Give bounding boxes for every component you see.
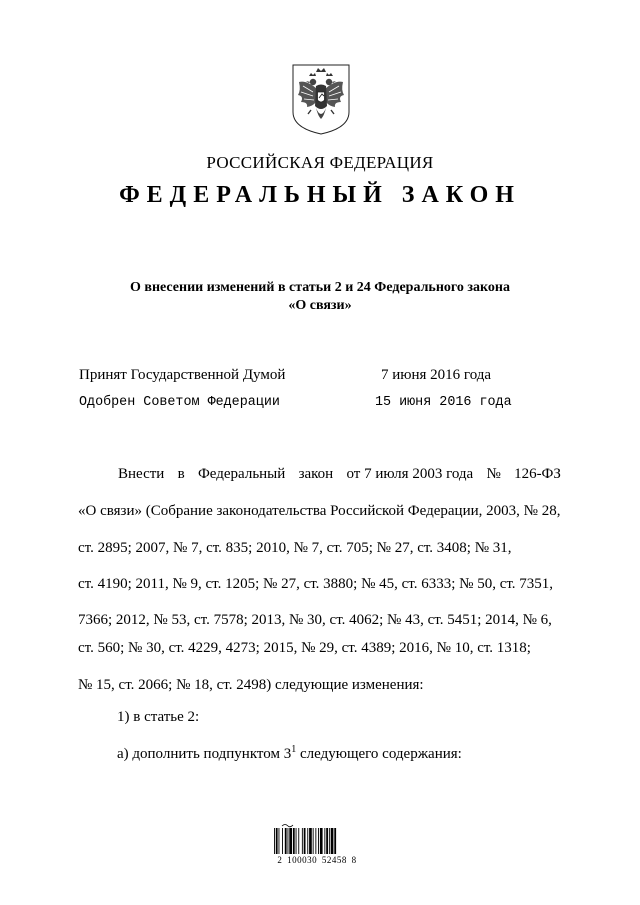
council-approval-label: Одобрен Советом Федерации	[79, 395, 280, 410]
body-word: от 7 июля 2003 года	[346, 466, 474, 482]
list-item-a-text: а) дополнить подпунктом 3	[117, 746, 292, 762]
body-line	[78, 576, 561, 593]
body-word: закон	[298, 466, 334, 482]
list-item-1: 1) в статье 2:	[117, 709, 200, 725]
body-line	[78, 540, 561, 557]
body-word: 126-ФЗ	[514, 466, 561, 482]
body-text: № 15, ст. 2066; № 18, ст. 2498) следующие изменения:	[78, 677, 424, 693]
body-text: ст. 4190; 2011, № 9, ст. 1205; № 27, ст. 3880; № 45, ст. 6333; № 50, ст. 7351,	[78, 576, 554, 592]
law-subject	[60, 279, 580, 315]
body-text: «О связи» (Собрание законодательства Российской Федерации, 2003, № 28,	[78, 503, 561, 519]
body-line	[118, 466, 561, 483]
body-text: ст. 560; № 30, ст. 4229, 4273; 2015, № 29, ст. 4389; 2016, № 10, ст. 1318;	[78, 640, 531, 656]
body-word: Внести	[118, 466, 165, 482]
barcode-icon	[272, 822, 362, 856]
barcode-number: 2 100030 52458 8	[277, 855, 357, 865]
duma-adoption-label: Принят Государственной Думой	[79, 367, 286, 383]
duma-adoption-date: 7 июня 2016 года	[381, 367, 492, 383]
body-text: ст. 2895; 2007, № 7, ст. 835; 2010, № 7, ст. 705; № 27, ст. 3408; № 31,	[78, 540, 512, 556]
country-title: РОССИЙСКАЯ ФЕДЕРАЦИЯ	[206, 153, 434, 172]
body-word: Федеральный	[197, 466, 286, 482]
body-line	[78, 503, 561, 520]
list-item-a-text: следующего содержания:	[296, 746, 462, 762]
body-line	[78, 677, 561, 694]
body-word: в	[177, 466, 185, 482]
body-word: №	[486, 466, 501, 482]
body-line	[78, 612, 561, 629]
list-item-a-sup: 1	[291, 744, 297, 755]
body-line	[78, 640, 561, 657]
law-subject-line: «О связи»	[288, 298, 352, 313]
body-text: 7366; 2012, № 53, ст. 7578; 2013, № 30, ст. 4062; № 43, ст. 5451; 2014, № 6,	[78, 612, 552, 628]
russian-coat-of-arms-icon	[289, 62, 353, 136]
council-approval-date: 15 июня 2016 года	[375, 395, 512, 410]
law-type-title: ФЕДЕРАЛЬНЫЙ ЗАКОН	[119, 182, 521, 208]
law-subject-line: О внесении изменений в статьи 2 и 24 Федерального закона	[130, 280, 510, 295]
list-item-a	[117, 746, 462, 763]
